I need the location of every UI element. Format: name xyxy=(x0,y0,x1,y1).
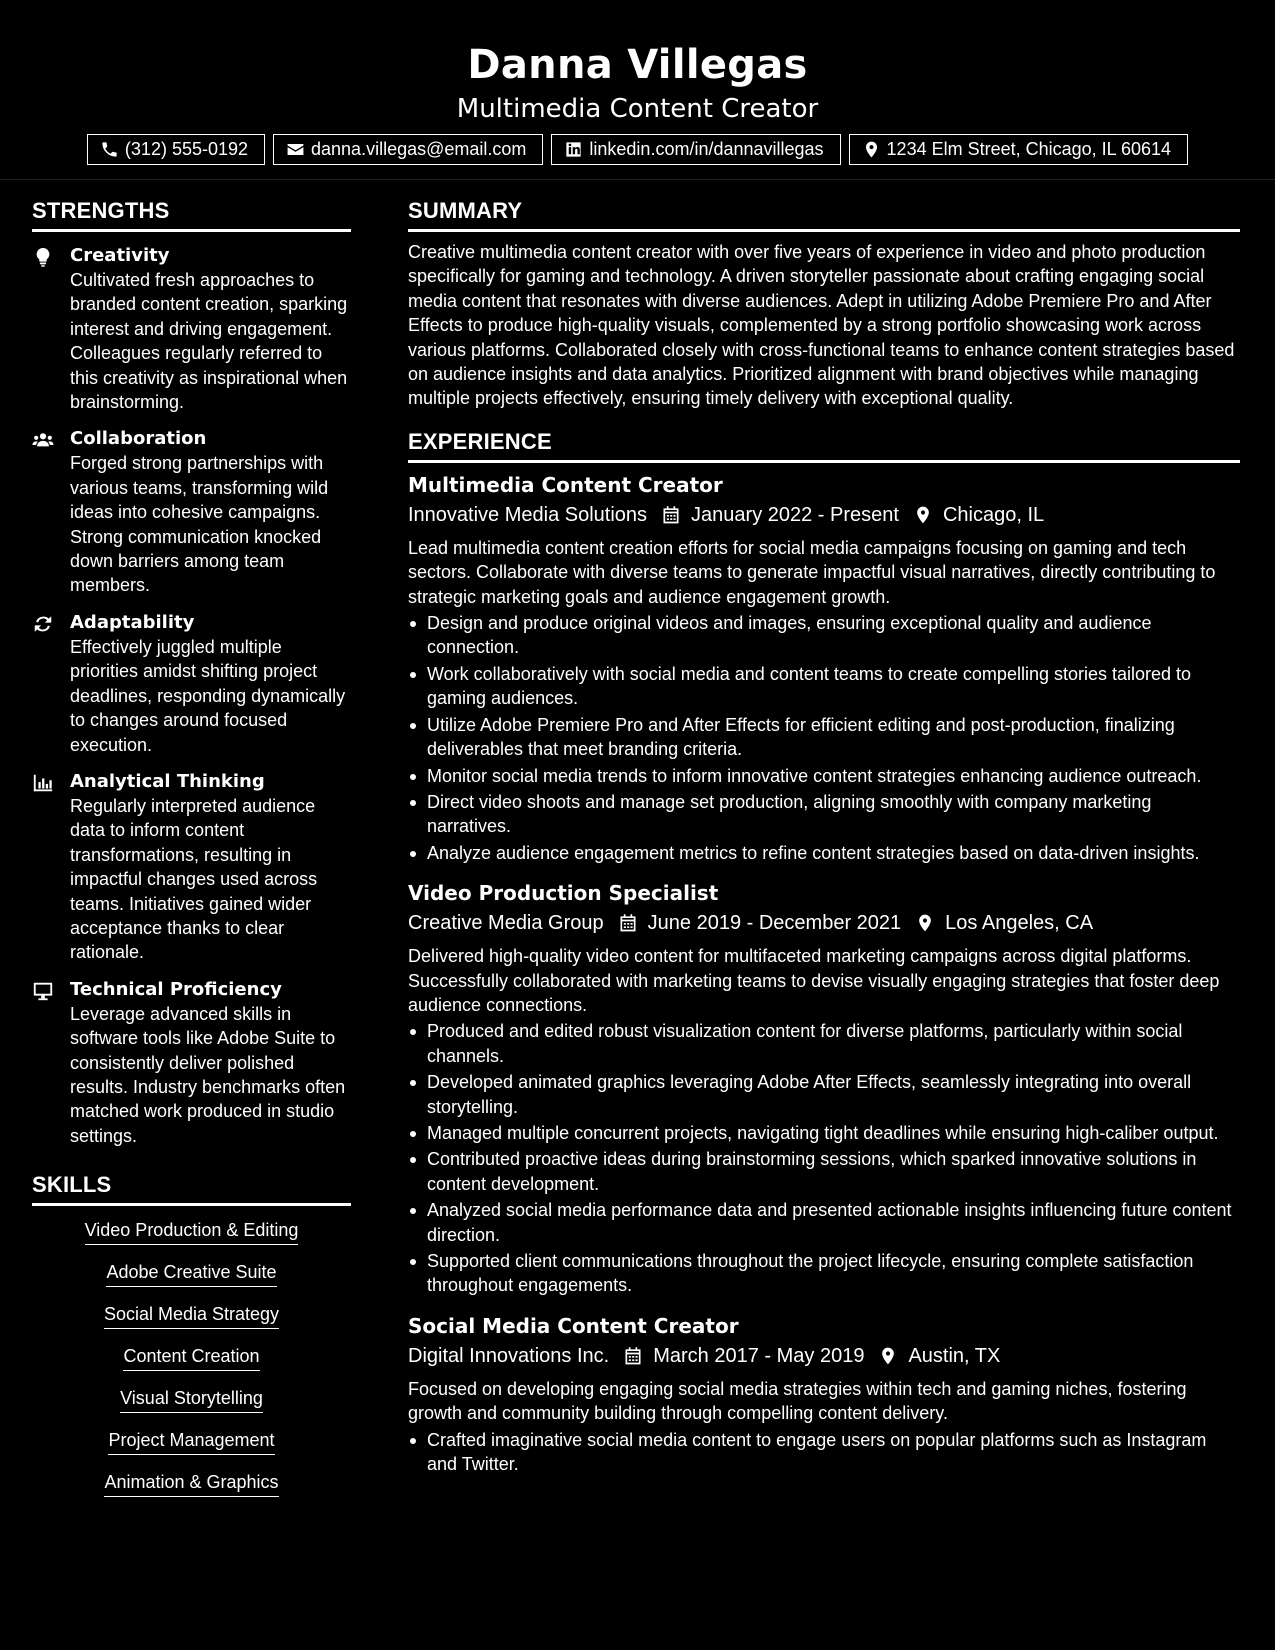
summary-text: Creative multimedia content creator with over five years of experience in video and photo production specifically for gaming and technology. A driven storyteller passionate about crafting engaging social media content that resonates with diverse audiences. Adept in utilizing Adobe Premiere Pro and After Effects to produce high-quality visuals, complemented by a strong portfolio showcasing work across various platforms. Collaborated closely with cross-functional teams to enhance content strategies based on audience insights and data analytics. Prioritized alignment with brand objectives while managing multiple projects effectively, ensuring timely delivery with exceptional quality. xyxy=(408,242,1235,409)
strength-title: Collaboration xyxy=(70,428,207,450)
map-marker-icon xyxy=(913,505,933,525)
bullet-item: Analyzed social media performance data and presented actionable insights influencing future content direction. xyxy=(408,1198,1240,1247)
phone-icon xyxy=(100,140,119,159)
bullet-item: Analyze audience engagement metrics to refine content strategies based on data-driven insights. xyxy=(408,841,1240,865)
calendar-icon xyxy=(661,505,681,525)
strength-desc: Effectively juggled multiple priorities amidst shifting project deadlines, responding dynamically to changes around focused execution. xyxy=(70,636,346,755)
strengths-heading: STRENGTHS xyxy=(32,198,351,232)
job-location: Austin, TX xyxy=(908,1344,1001,1367)
map-marker-icon xyxy=(862,140,881,159)
contact-phone-text: (312) 555-0192 xyxy=(124,139,249,159)
contact-email[interactable] xyxy=(273,134,543,165)
bullet-item: Work collaboratively with social media and content teams to create compelling stories tailored to gaming audiences. xyxy=(408,662,1240,711)
bullet-item: Monitor social media trends to inform innovative content strategies enhancing audience outreach. xyxy=(408,764,1240,788)
skills-section xyxy=(32,1172,351,1497)
skill-label: Animation & Graphics xyxy=(104,1472,278,1497)
strength-title: Adaptability xyxy=(70,611,195,633)
job-dates: March 2017 - May 2019 xyxy=(653,1344,865,1367)
job-bullets xyxy=(408,1019,1240,1297)
strength-item xyxy=(32,611,351,757)
experience-section xyxy=(408,429,1240,1477)
job-company: Creative Media Group xyxy=(408,912,604,935)
strength-item xyxy=(32,770,351,965)
strength-desc: Forged strong partnerships with various teams, transforming wild ideas into cohesive campaigns. Strong communication knocked down barriers among team members. xyxy=(70,453,329,596)
bullet-item: Managed multiple concurrent projects, navigating tight deadlines while ensuring high-caliber output. xyxy=(408,1121,1240,1145)
skill-item xyxy=(32,1304,351,1329)
job-location: Chicago, IL xyxy=(942,503,1045,526)
skill-label: Video Production & Editing xyxy=(85,1220,299,1245)
job-location: Los Angeles, CA xyxy=(945,912,1094,935)
skill-item xyxy=(32,1430,351,1455)
skill-item xyxy=(32,1220,351,1245)
job-dates: January 2022 - Present xyxy=(691,503,899,526)
strengths-section xyxy=(32,198,351,1148)
skill-label: Social Media Strategy xyxy=(104,1304,279,1329)
skill-item xyxy=(32,1346,351,1371)
skill-label: Visual Storytelling xyxy=(120,1388,263,1413)
strength-item xyxy=(32,978,351,1148)
contact-linkedin[interactable] xyxy=(551,134,840,165)
job-company: Innovative Media Solutions xyxy=(408,503,648,526)
job-dates: June 2019 - December 2021 xyxy=(647,912,902,935)
job-description: Lead multimedia content creation efforts for social media campaigns focusing on gaming and tech sectors. Collaborate with diverse teams to generate impactful visual narratives, directly contributing to strategic marketing goals and audience engagement growth. xyxy=(408,537,1216,607)
job-description: Focused on developing engaging social media strategies within tech and gaming niches, fostering growth and community building through compelling content delivery. xyxy=(408,1378,1187,1424)
summary-heading: SUMMARY xyxy=(408,198,1240,232)
linkedin-icon xyxy=(564,140,583,159)
skill-item xyxy=(32,1472,351,1497)
strength-title: Technical Proficiency xyxy=(70,978,282,1000)
desktop-icon xyxy=(32,980,54,1002)
bullet-item: Utilize Adobe Premiere Pro and After Effects for efficient editing and post-production, finalizing deliverables that meet branding criteria. xyxy=(408,713,1240,762)
job-company: Digital Innovations Inc. xyxy=(408,1344,610,1367)
job-meta xyxy=(408,1341,1240,1371)
contact-bar xyxy=(0,134,1275,165)
skill-item xyxy=(32,1262,351,1287)
contact-email-text: danna.villegas@email.com xyxy=(311,139,527,159)
map-marker-icon xyxy=(878,1346,898,1366)
map-marker-icon xyxy=(915,913,935,933)
skill-label: Project Management xyxy=(108,1430,274,1455)
bullet-item: Design and produce original videos and images, ensuring exceptional quality and audience connection. xyxy=(408,611,1240,660)
skill-item xyxy=(32,1388,351,1413)
job-bullets xyxy=(408,1428,1240,1477)
skill-label: Content Creation xyxy=(123,1346,259,1371)
job-title: Multimedia Content Creator xyxy=(408,472,723,497)
contact-phone[interactable] xyxy=(87,134,265,165)
job-meta xyxy=(408,908,1240,938)
strength-title: Creativity xyxy=(70,245,170,266)
job-title: Video Production Specialist xyxy=(408,881,719,906)
strength-desc: Regularly interpreted audience data to inform content transformations, resulting in impactful changes used across teams. Initiatives gained wider acceptance thanks to clear rationale. xyxy=(70,795,318,963)
contact-address-text: 1234 Elm Street, Chicago, IL 60614 xyxy=(886,139,1172,159)
resume-header xyxy=(0,0,1275,180)
summary-section xyxy=(408,198,1240,411)
candidate-name: Danna Villegas xyxy=(467,42,808,88)
job-bullets xyxy=(408,611,1240,865)
job-entry xyxy=(408,1312,1240,1477)
experience-heading: EXPERIENCE xyxy=(408,429,1240,463)
skills-heading: SKILLS xyxy=(32,1172,351,1206)
right-column xyxy=(408,198,1240,1478)
job-title: Social Media Content Creator xyxy=(408,1313,739,1338)
job-entry xyxy=(408,879,1240,1298)
bullet-item: Direct video shoots and manage set production, aligning smoothly with company marketing narratives. xyxy=(408,790,1240,839)
job-meta xyxy=(408,500,1240,530)
lightbulb-icon xyxy=(32,246,54,268)
users-icon xyxy=(32,429,54,451)
strength-item xyxy=(32,244,351,414)
bullet-item: Contributed proactive ideas during brainstorming sessions, which sparked innovative solutions in content development. xyxy=(408,1147,1240,1196)
strength-desc: Cultivated fresh approaches to branded content creation, sparking interest and driving engagement. Colleagues regularly referred to this creativity as inspirational when brainstorming. xyxy=(70,270,348,413)
contact-linkedin-text: linkedin.com/in/dannavillegas xyxy=(589,139,824,159)
contact-address[interactable] xyxy=(849,134,1189,165)
bar-chart-icon xyxy=(32,772,54,794)
bullet-item: Supported client communications throughout the project lifecycle, ensuring complete satisfaction throughout engagements. xyxy=(408,1249,1240,1298)
calendar-icon xyxy=(618,913,638,933)
job-entry xyxy=(408,471,1240,865)
bullet-item: Produced and edited robust visualization content for diverse platforms, particularly within social channels. xyxy=(408,1019,1240,1068)
strength-item xyxy=(32,427,351,597)
sync-icon xyxy=(32,613,54,635)
bullet-item: Crafted imaginative social media content to engage users on popular platforms such as Instagram and Twitter. xyxy=(408,1428,1240,1477)
strength-desc: Leverage advanced skills in software tools like Adobe Suite to consistently deliver polished results. Industry benchmarks often matched work produced in studio settings. xyxy=(70,1003,346,1146)
job-description: Delivered high-quality video content for multifaceted marketing campaigns across digital platforms. Successfully collaborated with marketing teams to devise visually engaging strategies that foster deep audience connections. xyxy=(408,946,1220,1015)
candidate-title: Multimedia Content Creator xyxy=(456,94,819,124)
skill-label: Adobe Creative Suite xyxy=(106,1262,276,1287)
left-column xyxy=(32,198,351,1514)
calendar-icon xyxy=(623,1346,643,1366)
envelope-icon xyxy=(286,140,305,159)
bullet-item: Developed animated graphics leveraging Adobe After Effects, seamlessly integrating into overall storytelling. xyxy=(408,1070,1240,1119)
strength-title: Analytical Thinking xyxy=(70,770,265,792)
